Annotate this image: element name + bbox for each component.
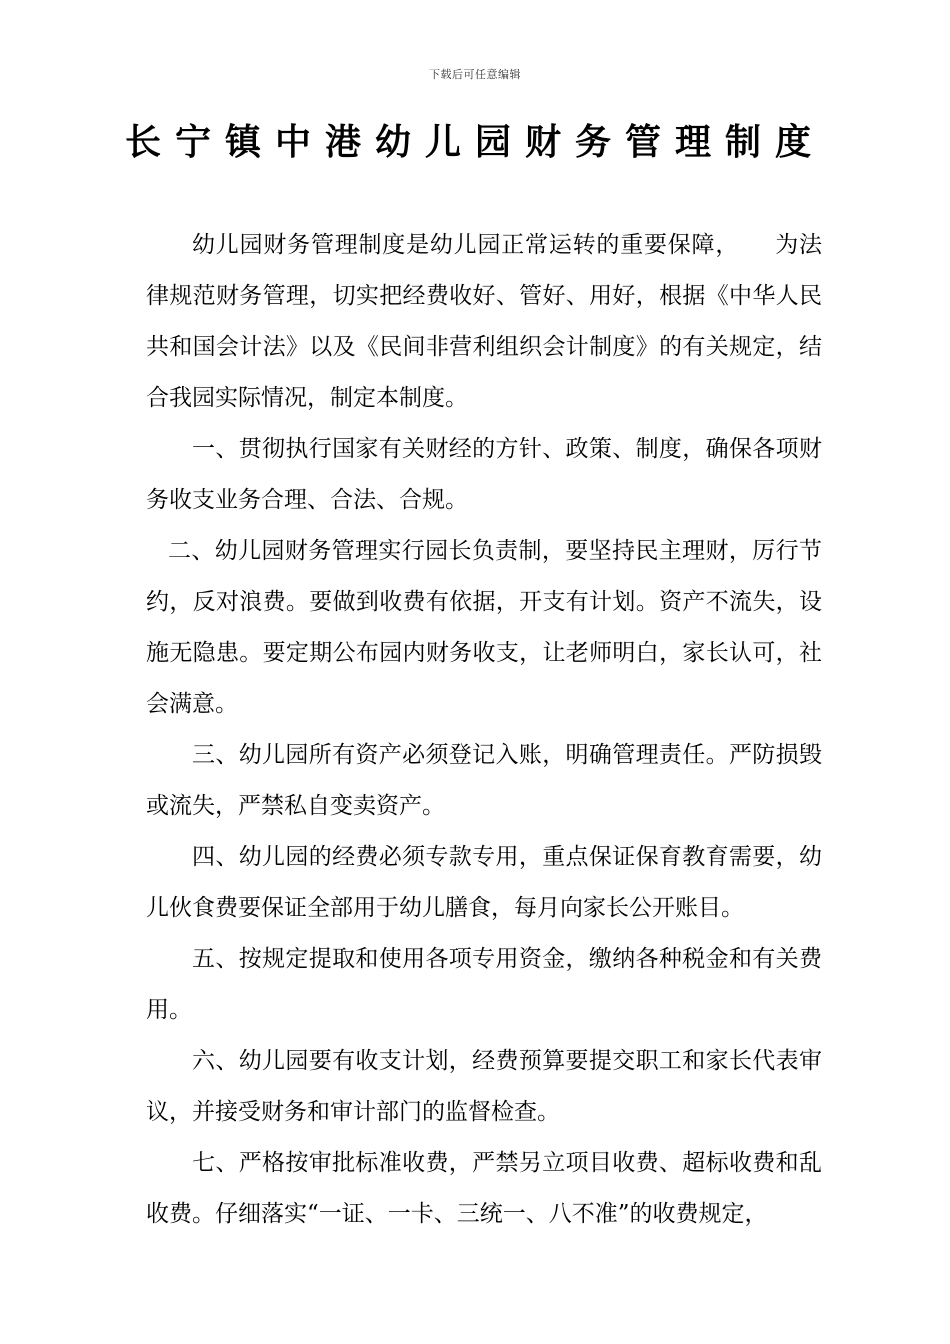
paragraph-article-1: 一、贯彻执行国家有关财经的方针、政策、制度，确保各项财务收支业务合理、合法、合规。	[146, 436, 822, 513]
paragraph-article-7: 七、严格按审批标准收费，严禁另立项目收费、超标收费和乱收费。仔细落实“一证、一卡、三统一、八不准”的收费规定，	[146, 1150, 822, 1227]
paragraph-article-3: 三、幼儿园所有资产必须登记入账，明确管理责任。严防损毁或流失，严禁私自变卖资产。	[146, 742, 822, 819]
paragraph-article-2: 二、幼儿园财务管理实行园长负责制，要坚持民主理财，厉行节约，反对浪费。要做到收费有依据，开支有计划。资产不流失，设施无隐患。要定期公布园内财务收支，让老师明白，家长认可，社会满意。	[146, 538, 822, 717]
paragraph-article-6: 六、幼儿园要有收支计划，经费预算要提交职工和家长代表审议，并接受财务和审计部门的监督检查。	[146, 1048, 822, 1125]
document-body	[146, 220, 822, 1240]
paragraph-intro: 幼儿园财务管理制度是幼儿园正常运转的重要保障， 为法律规范财务管理，切实把经费收好、管好、用好，根据《中华人民共和国会计法》以及《民间非营利组织会计制度》的有关规定，结合我园实际情况，制定本制度。	[146, 232, 822, 411]
header-note: 下载后可任意编辑	[429, 68, 521, 81]
paragraph-article-5: 五、按规定提取和使用各项专用资金，缴纳各种税金和有关费用。	[146, 946, 822, 1023]
document-title: 长宁镇中港幼儿园财务管理制度	[124, 121, 825, 163]
paragraph-article-4: 四、幼儿园的经费必须专款专用，重点保证保育教育需要，幼儿伙食费要保证全部用于幼儿膳食，每月向家长公开账目。	[146, 844, 822, 921]
